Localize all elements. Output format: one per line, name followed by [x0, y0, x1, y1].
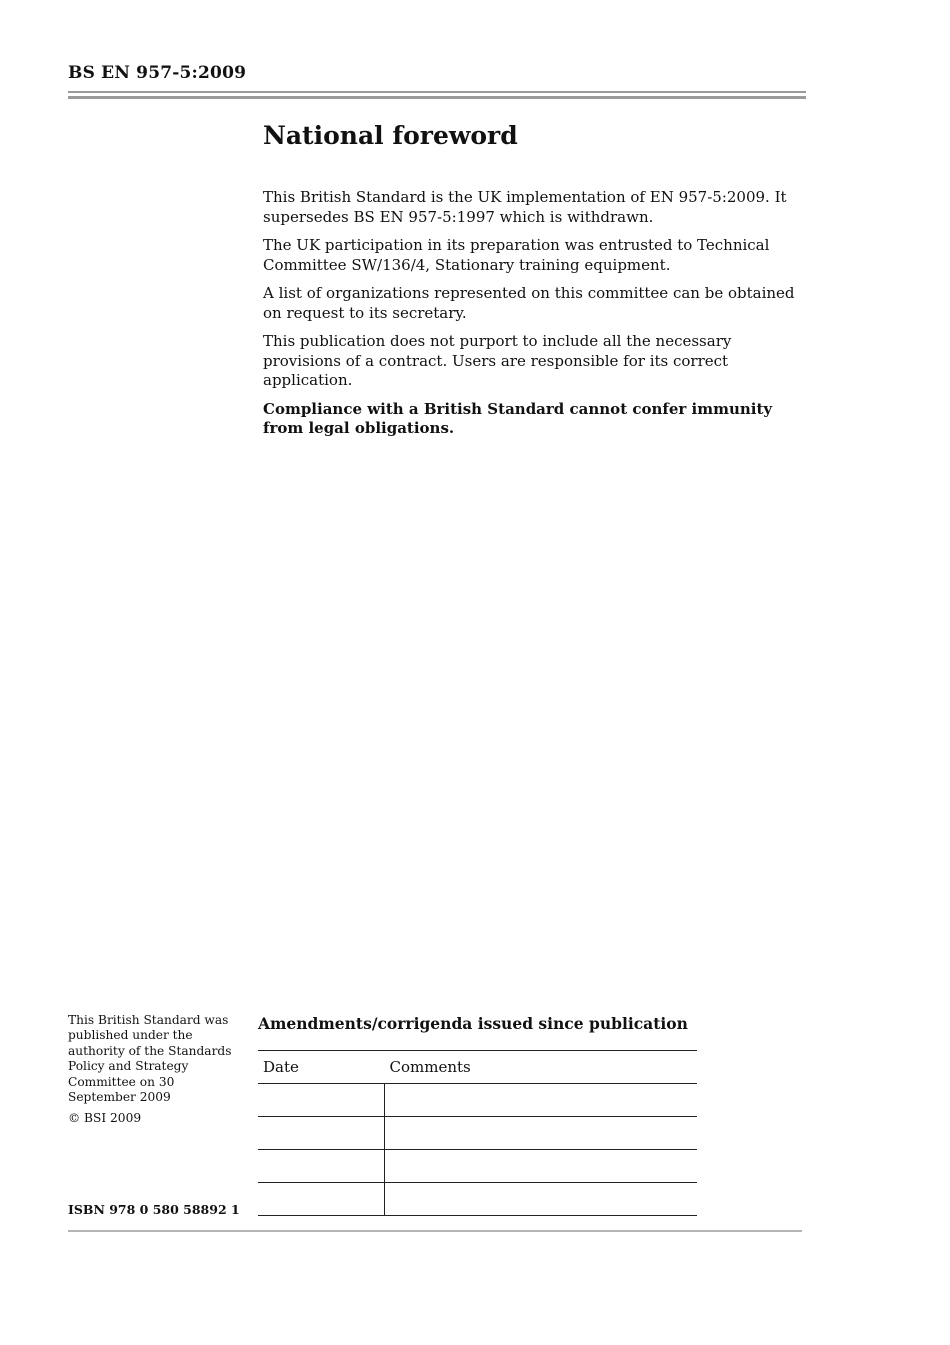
table-row [258, 1117, 697, 1150]
publication-sidebar [68, 1013, 238, 1133]
compliance-statement: Compliance with a British Standard cannot confer immunity from legal obligations. [263, 399, 773, 437]
column-header-date: Date [258, 1051, 385, 1084]
foreword-body [263, 188, 808, 448]
paragraph-provisions: This publication does not purport to include all the necessary provisions of a contract. Users are responsible for its correct application. [263, 332, 732, 389]
paragraph-organizations: A list of organizations represented on this committee can be obtained on request to its secretary. [263, 284, 795, 322]
table-header-row [258, 1051, 697, 1084]
comments-cell [385, 1183, 698, 1216]
date-cell [258, 1084, 385, 1117]
paragraph-implementation: This British Standard is the UK implementation of EN 957-5:2009. It supersedes BS EN 957-5:1997 which is withdrawn. [263, 188, 787, 226]
table-row [258, 1084, 697, 1117]
amendments-table [258, 1050, 697, 1216]
document-id: BS EN 957-5:2009 [68, 63, 247, 83]
date-cell [258, 1150, 385, 1183]
comments-cell [385, 1084, 698, 1117]
header-divider [68, 91, 806, 99]
comments-cell [385, 1117, 698, 1150]
column-header-comments: Comments [385, 1051, 698, 1084]
amendments-title: Amendments/corrigenda issued since publication [258, 1014, 688, 1033]
paragraph-participation: The UK participation in its preparation was entrusted to Technical Committee SW/136/4, Stationary training equipment. [263, 236, 770, 274]
table-row [258, 1183, 697, 1216]
table-row [258, 1150, 697, 1183]
isbn: ISBN 978 0 580 58892 1 [68, 1202, 240, 1217]
date-cell [258, 1117, 385, 1150]
comments-cell [385, 1150, 698, 1183]
page-title: National foreword [263, 121, 518, 150]
publication-note: This British Standard was published under the authority of the Standards Policy and Strategy Committee on 30 September 2009 [68, 1013, 232, 1105]
footer-divider [68, 1230, 802, 1232]
copyright-notice: © BSI 2009 [68, 1111, 142, 1126]
date-cell [258, 1183, 385, 1216]
